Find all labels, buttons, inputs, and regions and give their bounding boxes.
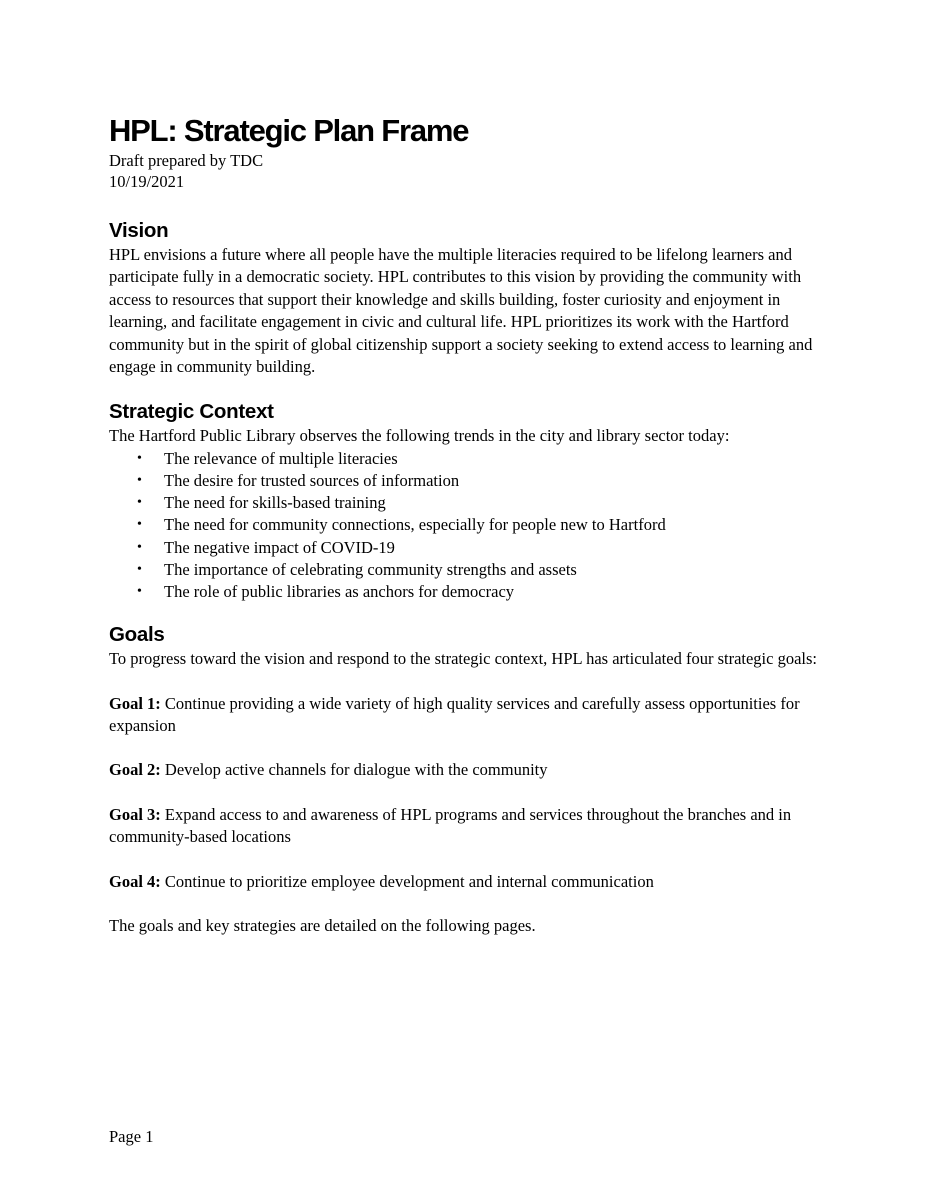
list-item [109, 537, 829, 559]
goal-text: Expand access to and awareness of HPL programs and services throughout the branches and in community-based locations [109, 804, 792, 847]
bullet-icon: • [137, 539, 142, 555]
page-number: Page 1 [109, 1127, 154, 1146]
bullet-icon: • [137, 517, 142, 533]
goal-label: Goal 2: [109, 760, 161, 780]
list-item [109, 559, 829, 581]
goal-4 [109, 871, 829, 893]
goal-2 [109, 759, 829, 781]
goals-heading: Goals [109, 623, 165, 647]
prepared-by-line: Draft prepared by TDC [109, 151, 264, 170]
goals-closing: The goals and key strategies are detailed on the following pages. [109, 916, 536, 936]
bullet-icon: • [137, 584, 142, 600]
list-item [109, 581, 829, 603]
goal-text: Continue providing a wide variety of high quality services and carefully assess opportunities for expansion [109, 693, 800, 736]
bullet-icon: • [137, 473, 142, 489]
goal-3 [109, 804, 829, 849]
trend-text: The relevance of multiple literacies [164, 448, 398, 468]
list-item [109, 514, 829, 536]
strategic-context-heading: Strategic Context [109, 400, 274, 424]
trend-text: The negative impact of COVID-19 [164, 537, 395, 557]
strategic-context-intro: The Hartford Public Library observes the following trends in the city and library sector today: [109, 426, 730, 446]
bullet-icon: • [137, 450, 142, 466]
trends-list [109, 448, 829, 603]
trend-text: The role of public libraries as anchors for democracy [164, 582, 515, 602]
list-item [109, 492, 829, 514]
goal-text: Develop active channels for dialogue with the community [160, 760, 548, 780]
trend-text: The importance of celebrating community strengths and assets [164, 559, 577, 579]
list-item [109, 448, 829, 470]
document-date: 10/19/2021 [109, 172, 185, 191]
goal-label: Goal 4: [109, 871, 161, 891]
bullet-icon: • [137, 561, 142, 577]
goal-label: Goal 3: [109, 804, 161, 824]
goal-text: Continue to prioritize employee development and internal communication [160, 871, 654, 891]
bullet-icon: • [137, 495, 142, 511]
document-page [109, 112, 829, 938]
vision-heading: Vision [109, 219, 169, 242]
trend-text: The desire for trusted sources of information [164, 471, 460, 491]
vision-body: HPL envisions a future where all people have the multiple literacies required to be lifelong learners and participate fully in a democratic society. HPL contributes to this vision by providing the community with access to resources that support their knowledge and skills building, foster curiosity and enjoyment in learning, and facilitate engagement in civic and cultural life. HPL prioritizes its work with the Hartford community but in the spirit of global citizenship support a society seeking to extend access to learning and engage in community building. [109, 245, 813, 377]
strategic-context-section [109, 399, 829, 603]
trend-text: The need for community connections, especially for people new to Hartford [164, 515, 666, 535]
list-item [109, 470, 829, 492]
document-title: HPL: Strategic Plan Frame [109, 113, 469, 148]
goal-label: Goal 1: [109, 693, 161, 713]
goals-intro: To progress toward the vision and respond to the strategic context, HPL has articulated four strategic goals: [109, 649, 818, 669]
vision-section [109, 218, 829, 378]
trend-text: The need for skills-based training [164, 493, 386, 513]
goals-section [109, 622, 829, 937]
goal-1 [109, 693, 829, 738]
